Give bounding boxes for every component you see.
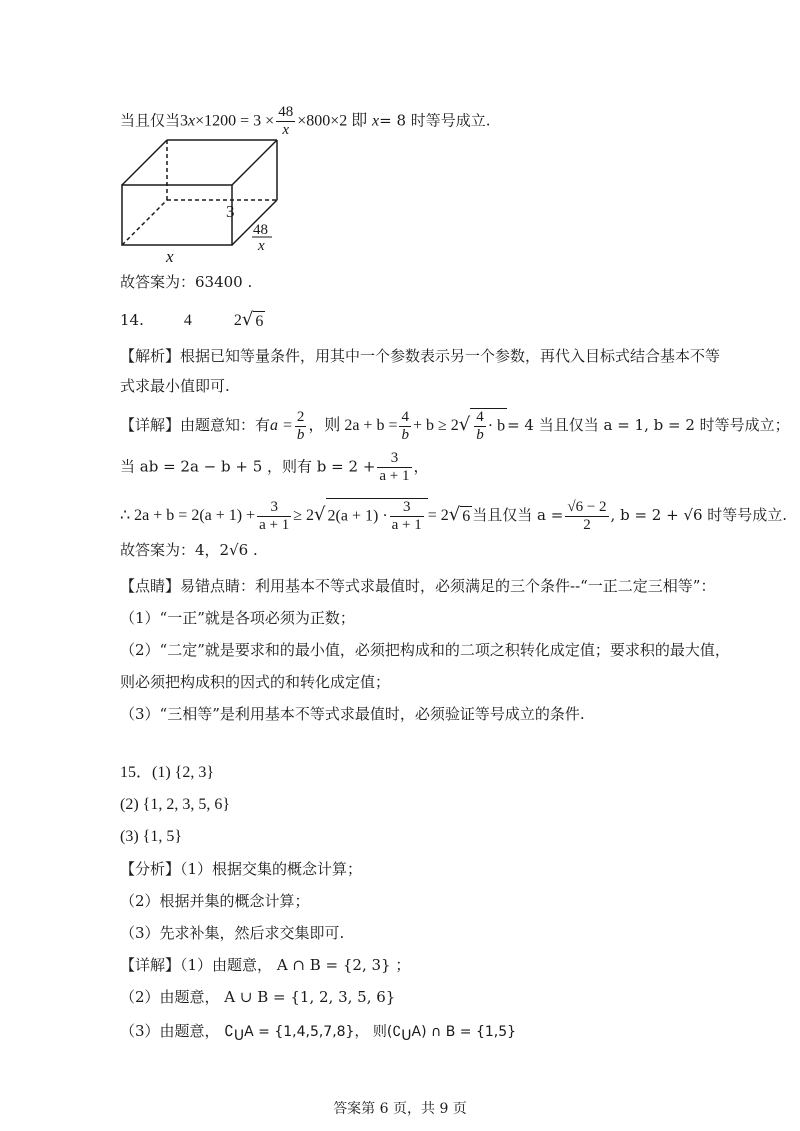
box-figure [0, 130, 800, 280]
height-label: 3 [226, 202, 235, 221]
detail-14-line2: 当 ab = 2a − b + 5 ，则有 b = 2 + $\frac{3}{a + 1}$ ， [120, 450, 429, 484]
tip-14-item3: （3）“三相等”是利用基本不等式求最值时，必须验证等号成立的条件. [120, 705, 585, 723]
depth-label-numerator: 48 [253, 222, 268, 238]
analysis-15-item2: （2）根据并集的概念计算； [120, 892, 310, 910]
page-footer: 答案第 6 页，共 9 页 [333, 1101, 467, 1117]
equality-condition-line: 当且仅当3x×1200 = 3 × $\frac{48}{x}$ ×800×2 即 x= 8 时等号成立. [120, 104, 491, 138]
detail-15-item3: （3）由题意， $∁_UA = \{1,4,5,7,8\}$， 则$(∁_UA)$ ∩ B = {1,5} [120, 1022, 517, 1044]
answer-13: 故答案为：63400 . [120, 273, 253, 291]
detail-15-item2: （2）由题意， A ∪ B = {1, 2, 3, 5, 6} [120, 988, 396, 1006]
analysis-14: 【解析】根据已知等量条件，用其中一个参数表示另一个参数，再代入目标式结合基本不等 [120, 347, 721, 365]
answer-15-part3: (3) {1, 5} [120, 828, 183, 845]
tip-14-item2-cont: 则必须把构成积的因式的和转化成定值； [120, 673, 391, 691]
tip-14-item2: （2）“二定”就是要求和的最小值，必须把构成和的二项之积转化成定值；要求积的最大值， [120, 641, 730, 659]
answer-15-part2: (2) {1, 2, 3, 5, 6} [120, 796, 231, 813]
depth-label-denominator: x [258, 238, 265, 254]
answer-15-part1: 15．(1) {2, 3} [120, 764, 215, 781]
tip-14-item1: （1）“一正”就是各项必须为正数； [120, 609, 355, 627]
analysis-14-cont: 式求最小值即可. [120, 377, 230, 395]
question-14-answers: 14. 4 2√ 6 [120, 309, 264, 330]
answer-14: 故答案为：4，2√6 . [120, 541, 258, 559]
detail-14-line3: ∴ 2a + b = 2(a + 1) + $\frac{3}{a + 1}$ ≥ 2√ 2(a + 1) · $\frac{3}{a + 1}$ = 2√ 6 当且仅当 a = $\frac{√6 - 2}{2}$ , b = 2 + √6 时等号成立. [120, 498, 788, 533]
width-label: x [166, 247, 174, 266]
tip-14: 【点睛】易错点睛：利用基本不等式求最值时，必须满足的三个条件--“一正二定三相等”： [120, 577, 716, 595]
detail-14-line1: 【详解】由题意知：有a = $\frac{2}{b}$ ，则 2a + b = $\frac{4}{b}$ + b ≥ 2√ $\frac{4}{b}$ · b = 4 当且仅当 a = 1, b = 2 时等号成立； [120, 408, 790, 443]
detail-15-item1: 【详解】（1）由题意， A ∩ B = {2, 3} ； [120, 956, 411, 974]
analysis-15-item3: （3）先求补集，然后求交集即可. [120, 924, 345, 942]
analysis-15-item1: 【分析】（1）根据交集的概念计算； [120, 860, 363, 878]
